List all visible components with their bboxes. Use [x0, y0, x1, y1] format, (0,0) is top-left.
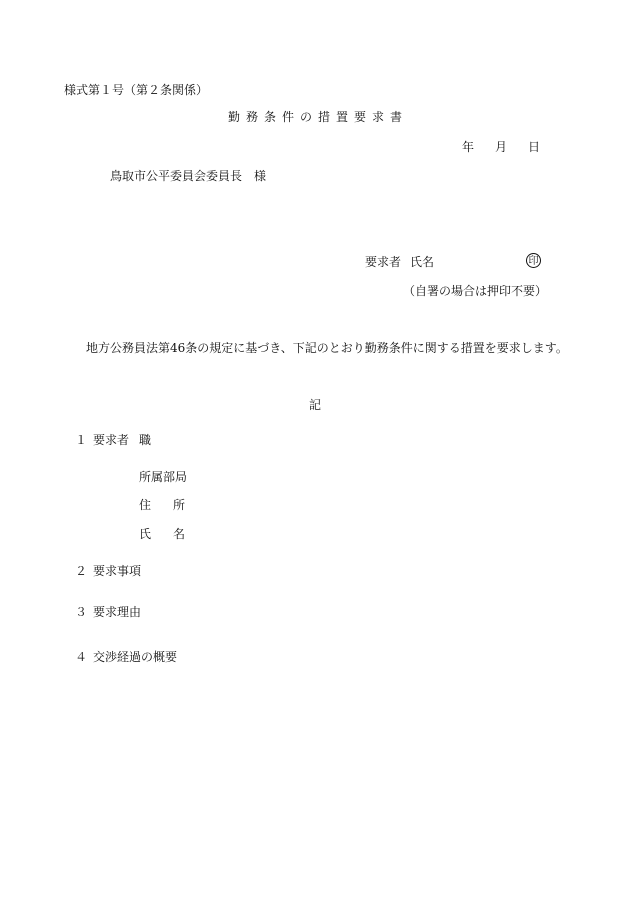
- department-label: 所属部局: [139, 470, 188, 484]
- date-day: 日: [528, 140, 541, 154]
- ki-heading: 記: [308, 398, 321, 412]
- seal-mark: 印: [526, 253, 541, 268]
- request-statement: 地方公務員法第46条の規定に基づき、下記のとおり勤務条件に関する措置を要求します。: [86, 341, 568, 355]
- full-name-label-a: 氏: [139, 527, 152, 541]
- addressee: 鳥取市公平委員会委員長 様: [110, 169, 267, 183]
- requester-label: 要求者: [365, 255, 402, 269]
- item-3-number: ３: [75, 605, 88, 619]
- full-name-label-b: 名: [173, 527, 186, 541]
- document-title: 勤務条件の措置要求書: [227, 110, 408, 124]
- item-1-position-label: 職: [139, 433, 152, 447]
- item-2-number: ２: [75, 564, 88, 578]
- item-4-number: ４: [75, 650, 88, 664]
- full-name-label: [139, 528, 185, 540]
- date-line: [462, 141, 540, 153]
- address-label: [139, 499, 185, 511]
- address-label-a: 住: [139, 498, 152, 512]
- form-number: 様式第１号（第２条関係）: [64, 83, 209, 97]
- requester-name-label: 氏名: [410, 255, 435, 269]
- date-year: 年: [462, 140, 475, 154]
- address-label-b: 所: [173, 498, 186, 512]
- item-1-label: 要求者: [93, 433, 130, 447]
- seal-note: （自署の場合は押印不要）: [402, 284, 547, 298]
- date-month: 月: [495, 140, 508, 154]
- item-3-label: 要求理由: [93, 605, 142, 619]
- item-4-label: 交渉経過の概要: [93, 650, 178, 664]
- item-1-number: １: [75, 433, 88, 447]
- item-2-label: 要求事項: [93, 564, 142, 578]
